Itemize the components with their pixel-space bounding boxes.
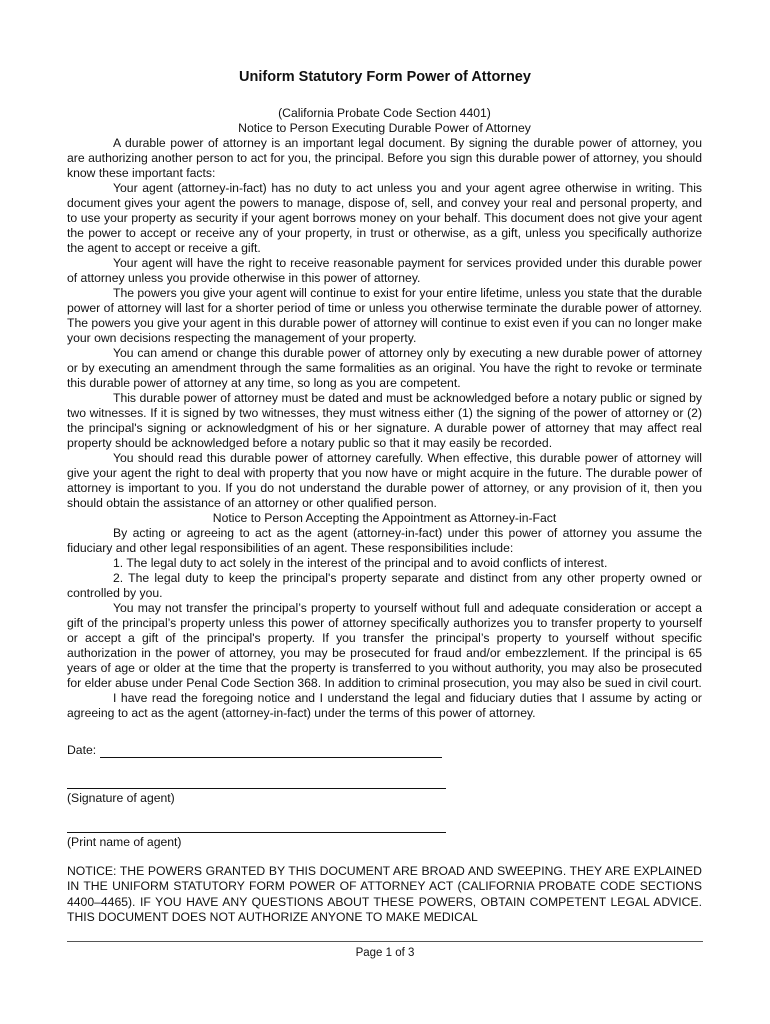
document-body xyxy=(67,106,702,721)
notice-agent-heading: Notice to Person Accepting the Appointment as Attorney-in-Fact xyxy=(212,511,557,525)
date-label: Date: xyxy=(67,743,97,757)
executing-paragraph-3: Your agent will have the right to receive reasonable payment for services provided under this durable power of attorney unless you provide otherwise in this power of attorney. xyxy=(67,256,702,285)
print-name-caption: (Print name of agent) xyxy=(67,835,182,849)
agent-intro-paragraph: By acting or agreeing to act as the agent (attorney-in-fact) under this power of attorney you assume the fiduciary and other legal responsibilities of an agent. These responsibilities include: xyxy=(67,526,702,555)
final-notice: NOTICE: THE POWERS GRANTED BY THIS DOCUMENT ARE BROAD AND SWEEPING. THEY ARE EXPLAINED IN THE UNIFORM STATUTORY FORM POWER OF ATTORNEY ACT (CALIFORNIA PROBATE CODE SECTIONS 4400–4465). IF YOU HAVE ANY QUESTIONS ABOUT THESE POWERS, OBTAIN COMPETENT LEGAL ADVICE. THIS DOCUMENT DOES NOT AUTHORIZE ANYONE TO MAKE MEDICAL xyxy=(67,864,702,925)
notice-executing-heading: Notice to Person Executing Durable Power of Attorney xyxy=(238,121,531,135)
agent-signature-line[interactable] xyxy=(67,788,446,789)
executing-paragraph-1: A durable power of attorney is an important legal document. By signing the durable power of attorney, you are authorizing another person to act for you, the principal. Before you sign this durable power of attorney, you should know these important facts: xyxy=(67,136,702,180)
document-title: Uniform Statutory Form Power of Attorney xyxy=(239,69,531,85)
executing-paragraph-5: You can amend or change this durable power of attorney only by executing a new durable power of attorney or by executing an amendment through the same formalities as an original. You have the right to revoke or terminate this durable power of attorney at any time, so long as you are competent. xyxy=(67,346,702,390)
agent-transfer-paragraph: You may not transfer the principal’s property to yourself without full and adequate consideration or accept a gift of the principal’s property unless this power of attorney specifically authorizes you to transfer property to yourself or accept a gift of the principal's property. If you transfer the principal’s property to yourself without specific authorization in the power of attorney, you may be prosecuted for fraud and/or embezzlement. If the principal is 65 years of age or older at the time that the property is transferred to you without authority, you may also be prosecuted for elder abuse under Penal Code Section 368. In addition to criminal prosecution, you may also be sued in civil court. xyxy=(67,601,702,690)
probate-code-reference: (California Probate Code Section 4401) xyxy=(278,106,491,120)
executing-paragraph-4: The powers you give your agent will continue to exist for your entire lifetime, unless you state that the durable power of attorney will last for a shorter period of time or unless you otherwise terminate the durable power of attorney. The powers you give your agent in this durable power of attorney will continue to exist even if you can no longer make your own decisions respecting the management of your property. xyxy=(67,286,702,345)
agent-duty-2: 2. The legal duty to keep the principal's property separate and distinct from any other property owned or controlled by you. xyxy=(67,571,702,600)
date-field-row xyxy=(67,743,442,758)
signature-caption: (Signature of agent) xyxy=(67,791,175,805)
footer-divider xyxy=(67,941,703,942)
executing-paragraph-7: You should read this durable power of attorney carefully. When effective, this durable power of attorney will give your agent the right to deal with property that you now have or might acquire in the future. The durable power of attorney is important to you. If you do not understand the durable power of attorney, or any provision of it, then you should obtain the assistance of an attorney or other qualified person. xyxy=(67,451,702,510)
page-number: Page 1 of 3 xyxy=(355,947,415,959)
agent-print-name-line[interactable] xyxy=(67,832,446,833)
executing-paragraph-2: Your agent (attorney-in-fact) has no duty to act unless you and your agent agree otherwise in writing. This document gives your agent the powers to manage, dispose of, sell, and convey your real and personal property, and to use your property as security if your agent borrows money on your behalf. This document does not give your agent the power to accept or receive any of your property, in trust or otherwise, as a gift, unless you specifically authorize the agent to accept or receive a gift. xyxy=(67,181,702,255)
acknowledgment-paragraph: I have read the foregoing notice and I understand the legal and fiduciary duties that I assume by acting or agreeing to act as the agent (attorney-in-fact) under the terms of this power of attorney. xyxy=(67,691,702,720)
date-input-line[interactable] xyxy=(100,743,442,758)
executing-paragraph-6: This durable power of attorney must be dated and must be acknowledged before a notary public or signed by two witnesses. If it is signed by two witnesses, they must witness either (1) the signing of the power of attorney or (2) the principal's signing or acknowledgment of his or her signature. A durable power of attorney that may affect real property should be acknowledged before a notary public so that it may easily be recorded. xyxy=(67,391,702,450)
agent-duty-1: 1. The legal duty to act solely in the interest of the principal and to avoid conflicts of interest. xyxy=(113,556,608,570)
